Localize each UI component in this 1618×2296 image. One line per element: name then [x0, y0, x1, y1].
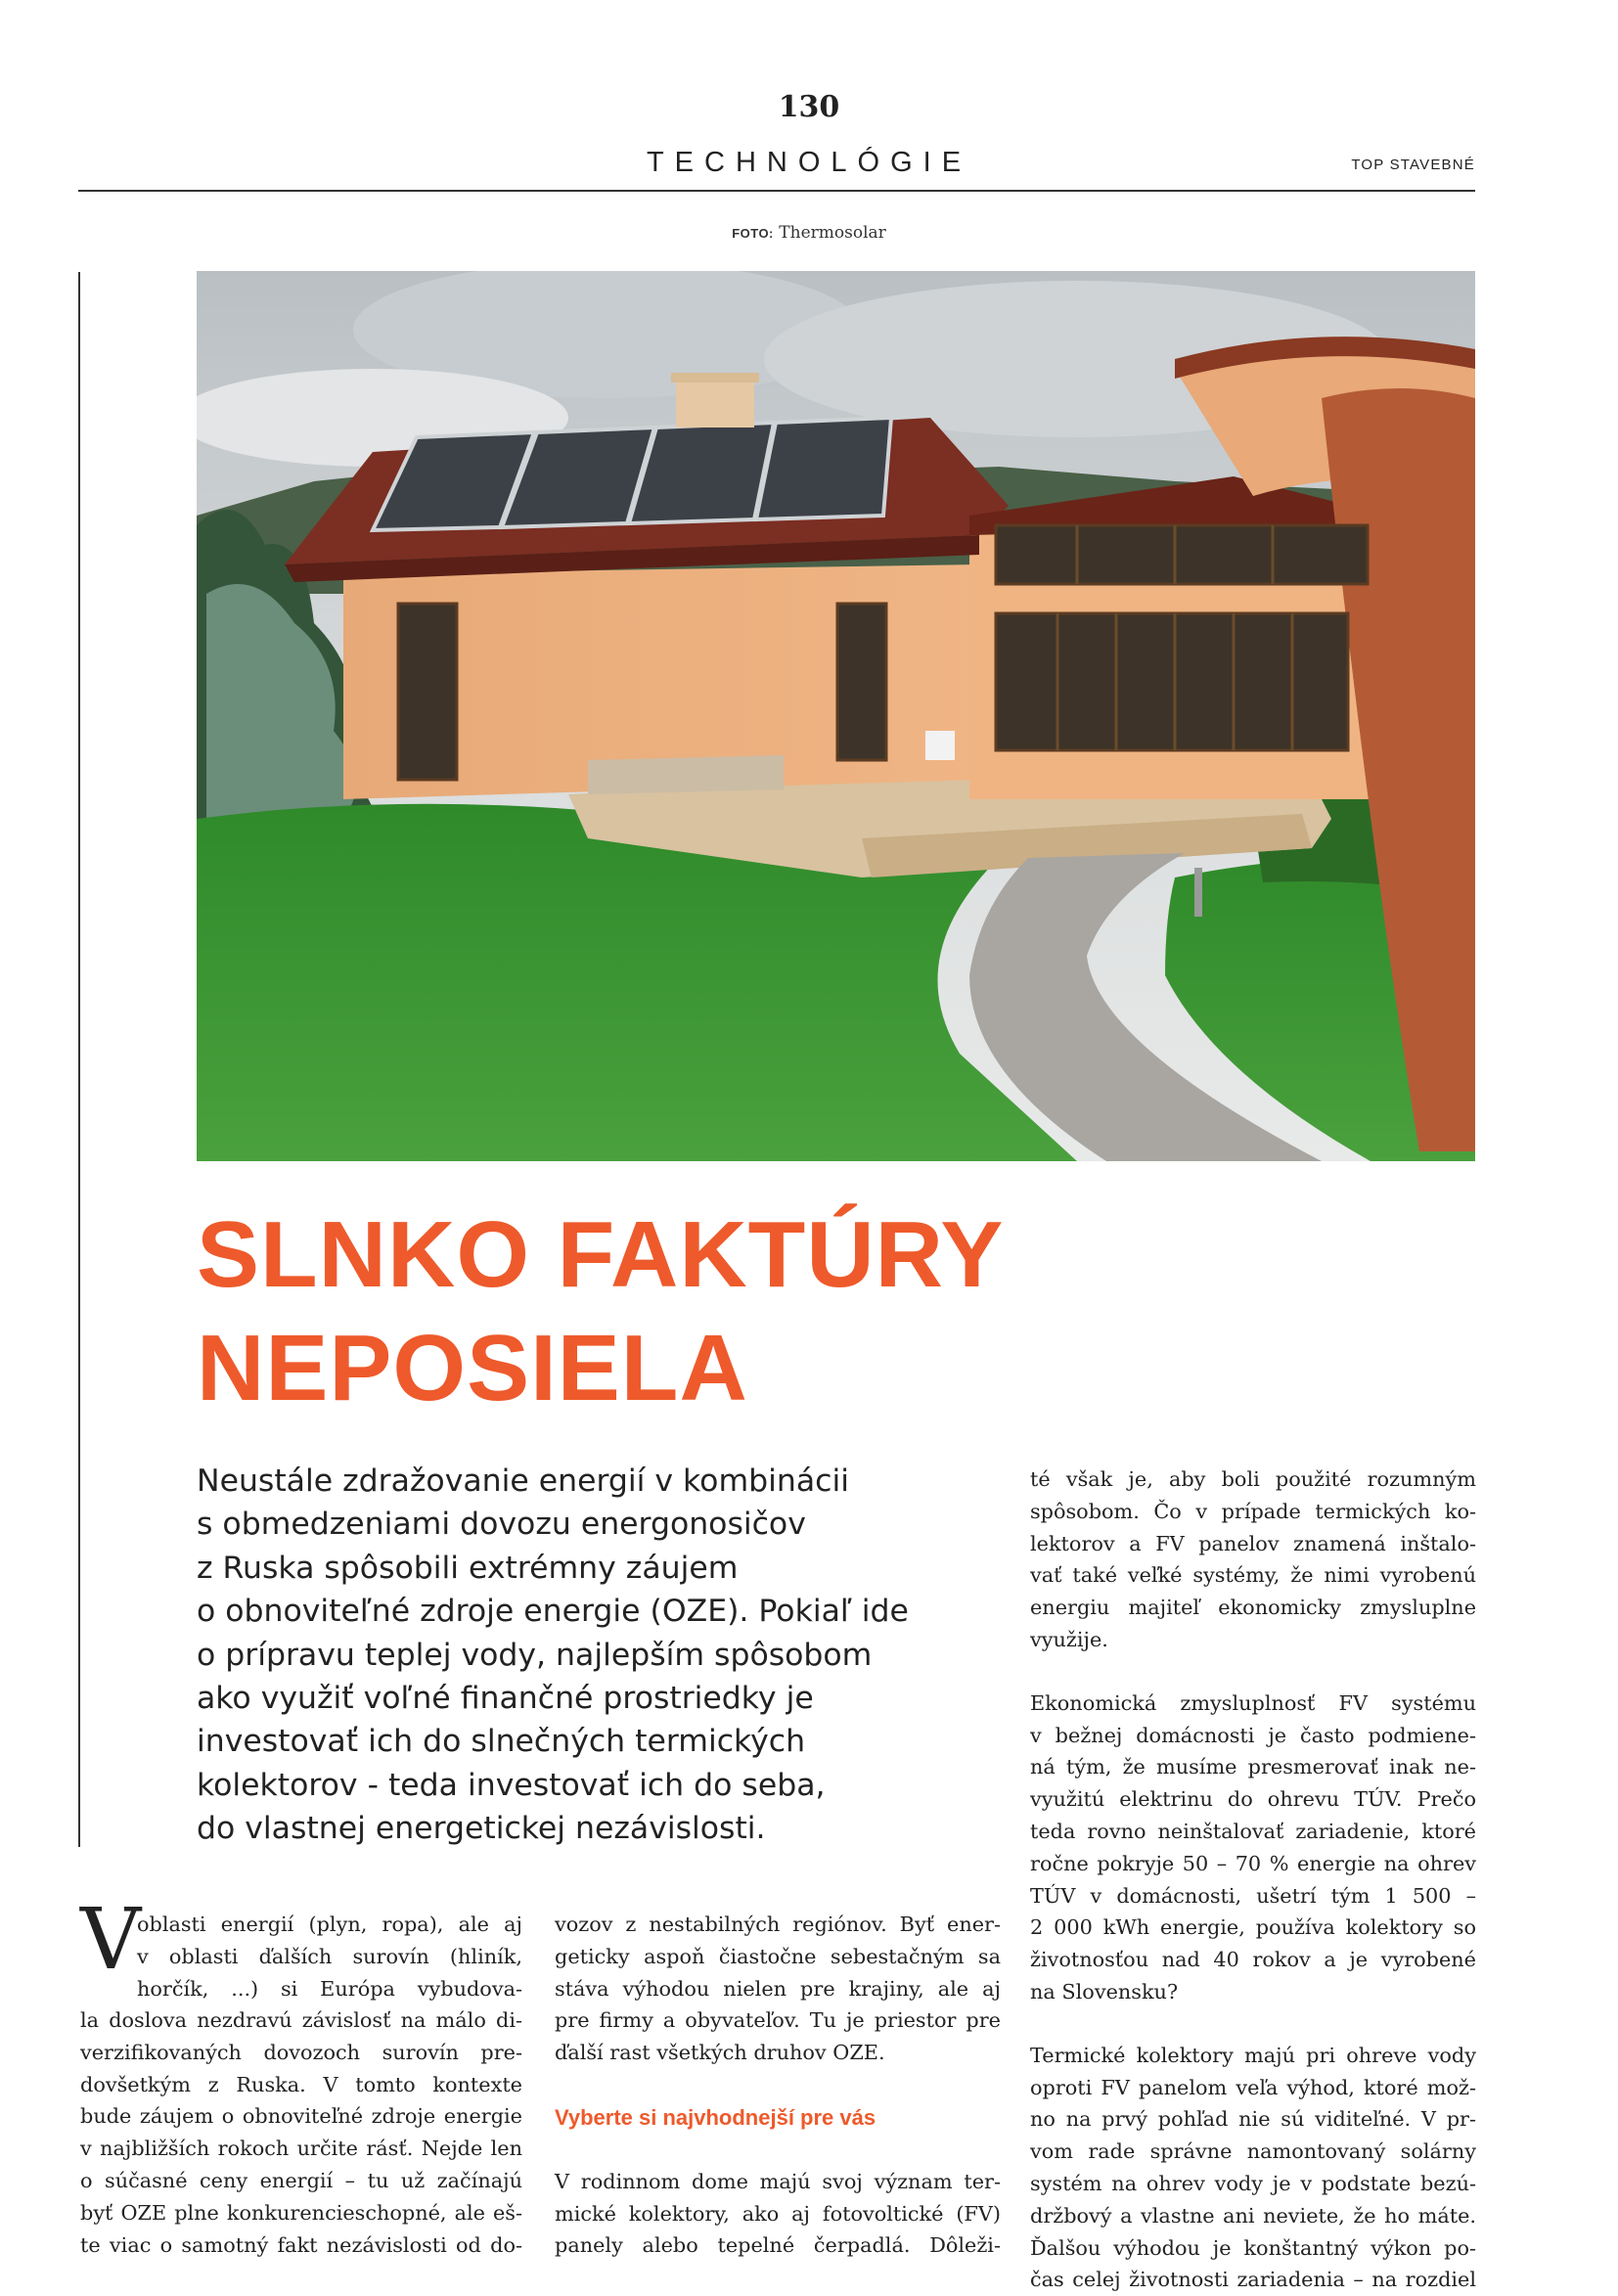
body-line: 2 000 kWh energie, používa kolektory so [1030, 1915, 1476, 1940]
body-line: té však je, aby boli použité rozumným [1030, 1467, 1476, 1491]
lead-line: investovať ich do slnečných termických [197, 1724, 806, 1760]
margin-rule [78, 272, 80, 1847]
lead-line: o obnoviteľné zdroje energie (OZE). Pokiaľ ide [197, 1594, 909, 1630]
body-line: vozov z nestabilných regiónov. Byť ener- [555, 1913, 1001, 1936]
photo-credit-label: FOTO: [732, 226, 774, 241]
body-line: lektorov a FV panelov znamená inštalo- [1030, 1531, 1476, 1555]
body-column-2 [555, 1909, 1001, 2262]
body-line: Ďalšou výhodou je konštantný výkon po- [1030, 2235, 1476, 2260]
body-line: V rodinnom dome majú svoj význam ter- [555, 2169, 1001, 2193]
body-line: panely alebo tepelné čerpadlá. Dôleži- [555, 2233, 1001, 2258]
body-line: oproti FV panelom veľa výhod, ktoré mož- [1030, 2075, 1476, 2099]
photo-credit [0, 223, 1618, 243]
body-line: čas celej životnosti zariadenia – na rozdiel [1030, 2268, 1476, 2292]
page-number: 130 [778, 90, 840, 124]
body-column-1a [137, 1909, 522, 2004]
body-line: spôsobom. Čo v prípade termických ko- [1030, 1499, 1476, 1523]
body-line: verzifikovaných dovozoch surovín pre- [80, 2040, 522, 2064]
body-line: TÚV v domácnosti, ušetrí tým 1 500 – [1030, 1883, 1476, 1908]
lead-line: s obmedzeniami dovozu energonosičov [197, 1507, 806, 1543]
header-rule [78, 190, 1475, 192]
body-line: no na prvý pohľad nie sú viditeľné. V pr- [1030, 2107, 1476, 2132]
body-line: energiu majiteľ ekonomicky zmysluplne [1030, 1596, 1476, 1620]
article-headline [197, 1198, 1004, 1425]
body-line: na Slovensku? [1030, 1979, 1179, 2003]
body-column-3 [1030, 1463, 1476, 2296]
lead-line: z Ruska spôsobili extrémny záujem [197, 1550, 739, 1586]
body-line: oblasti energií (plyn, ropa), ale aj [137, 1913, 522, 1936]
house-photo [197, 271, 1475, 1161]
body-column-1b [80, 2004, 522, 2261]
body-line: vať také veľké systémy, že nimi vyrobenú [1030, 1563, 1476, 1588]
lead-line: kolektorov - teda investovať ich do seba, [197, 1767, 826, 1803]
body-line: la doslova nezdravú závislosť na málo di- [80, 2008, 522, 2032]
body-line: horčík, ...) si Európa vybudova- [137, 1976, 522, 2001]
section-subheading: Vyberte si najvhodnejší pre vás [555, 2104, 876, 2130]
section-title: TECHNOLÓGIE [646, 147, 972, 178]
body-line: Ekonomická zmysluplnosť FV systému [1030, 1690, 1476, 1715]
body-line: držbový a vlastne ani neviete, že ho máte. [1030, 2203, 1476, 2228]
headline-line: SLNKO FAKTÚRY [197, 1202, 1005, 1307]
body-line: v najbližších rokoch určite rásť. Nejde len [80, 2137, 522, 2161]
body-line: ná tým, že musíme presmerovať inak ne- [1030, 1755, 1476, 1779]
body-line: byť OZE plne konkurencieschopné, ale eš- [80, 2200, 522, 2225]
body-line: dovšetkým z Ruska. V tomto kontexte [80, 2072, 522, 2096]
drop-cap: V [80, 1891, 142, 1989]
body-line: te viac o samotný fakt nezávislosti od do- [80, 2232, 522, 2257]
photo-credit-source: Thermosolar [779, 223, 886, 243]
lead-line: ako využiť voľné finančné prostriedky je [197, 1681, 814, 1717]
body-line: mické kolektory, ako aj fotovoltické (FV) [555, 2201, 1001, 2226]
body-line: ďalší rast všetkých druhov OZE. [555, 2041, 885, 2065]
body-line: využitú elektrinu do ohrevu TÚV. Prečo [1030, 1787, 1476, 1812]
body-line: pre firmy a obyvateľov. Tu je priestor pre [555, 2008, 1001, 2033]
body-line: stáva výhodou nielen pre krajiny, ale aj [555, 1976, 1001, 2001]
body-line: ročne pokryje 50 – 70 % energie na ohrev [1030, 1851, 1476, 1875]
body-line: Termické kolektory majú pri ohreve vody [1030, 2043, 1476, 2067]
body-line: geticky aspoň čiastočne sebestačným sa [555, 1944, 1001, 1968]
body-line: v oblasti ďalších surovín (hliník, [137, 1944, 522, 1968]
publication-name: TOP STAVEBNÉ [1351, 157, 1475, 173]
body-line: bude záujem o obnoviteľné zdroje energie [80, 2104, 522, 2129]
article-lead [197, 1460, 999, 1851]
body-line: v bežnej domácnosti je často podmiene- [1030, 1723, 1476, 1747]
body-line: systém na ohrev vody je v podstate bezú- [1030, 2171, 1476, 2195]
body-line: využije. [1030, 1627, 1108, 1651]
body-line: životnosťou nad 40 rokov a je vyrobené [1030, 1948, 1476, 1972]
body-line: teda rovno neinštalovať zariadenie, ktoré [1030, 1819, 1476, 1843]
lead-line: Neustále zdražovanie energií v kombinácii [197, 1463, 849, 1499]
body-line: vom rade správne namontovaný solárny [1030, 2139, 1476, 2164]
headline-line: NEPOSIELA [197, 1316, 748, 1420]
lead-line: o prípravu teplej vody, najlepším spôsobom [197, 1637, 873, 1673]
body-line: o súčasné ceny energií – tu už začínajú [80, 2168, 522, 2192]
lead-line: do vlastnej energetickej nezávislosti. [197, 1811, 766, 1847]
